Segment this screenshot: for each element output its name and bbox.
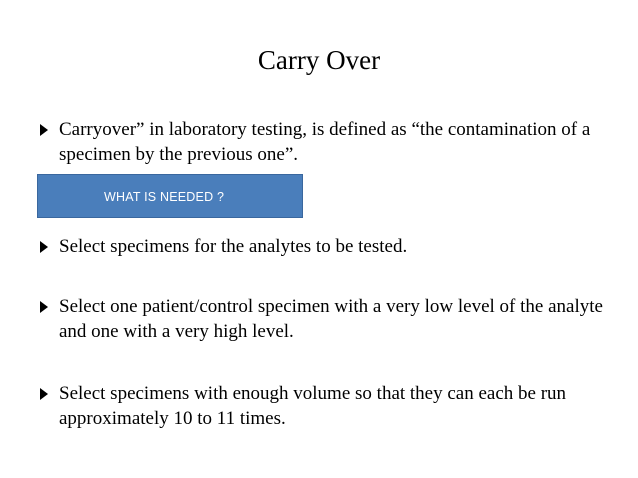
triangle-bullet-icon (40, 241, 48, 253)
bullet-item (40, 294, 610, 344)
bullet-text: Select specimens for the analytes to be tested. (59, 236, 408, 257)
bullet-item (40, 234, 610, 259)
callout-label: WHAT IS NEEDED ? (104, 190, 225, 204)
bullet-text: Select specimens with enough volume so that they can each be run approximately 10 to 11 times. (59, 383, 567, 429)
bullet-text: Carryover” in laboratory testing, is defined as “the contamination of a specimen by the previous one”. (59, 119, 591, 165)
bullet-item (40, 381, 610, 431)
triangle-bullet-icon (40, 388, 48, 400)
bullet-item (40, 117, 610, 167)
triangle-bullet-icon (40, 301, 48, 313)
callout-box (37, 174, 303, 218)
bullet-text: Select one patient/control specimen with a very low level of the analyte and one with a very high level. (59, 296, 603, 342)
triangle-bullet-icon (40, 124, 48, 136)
slide-title: Carry Over (257, 45, 381, 75)
